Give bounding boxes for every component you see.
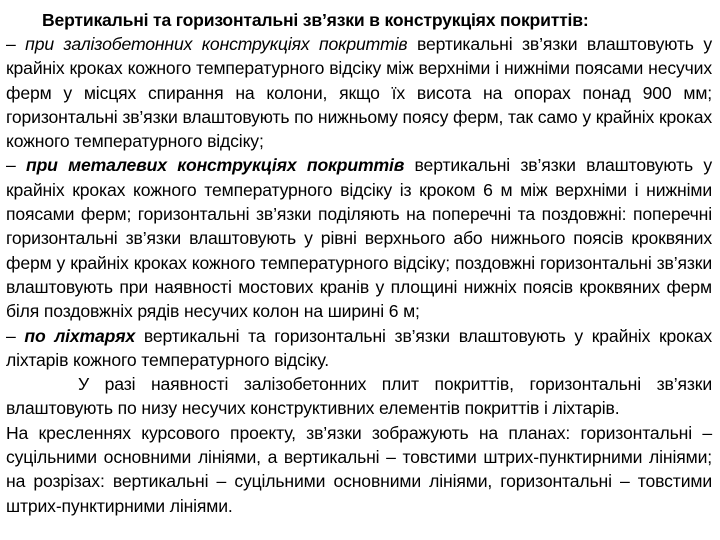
list-item-metal xyxy=(6,153,712,323)
dash: – xyxy=(6,155,26,176)
item-lead: при металевих конструкціях покриттів xyxy=(25,155,405,176)
list-item-reinforced-concrete xyxy=(6,32,712,153)
item-text: вертикальні та горизонтальні зв’язки влаштовують у крайніх кроках ліхтарів кожного температурного відсіку. xyxy=(6,325,713,370)
item-text: вертикальні зв’язки влаштовують у крайніх кроках кожного температурного відсіку із кроком 6 м між верхніми і нижніми поясами ферм; горизонтальні зв’язки поділяють на поперечні та поздовжні: поперечні горизонтальні зв’язки влаштовують у рівні верхнього або нижнього поясів кроквяних ферм у крайніх кроках кожного температурного відсіку; поздовжні горизонтальні зв’язки влаштовують при наявності мостових кранів у площині нижніх поясів кроквяних ферм біля поздовжніх рядів несучих колон на ширині 6 м; xyxy=(6,155,712,322)
dash: – xyxy=(6,34,26,54)
paragraph-plates: У разі наявності залізобетонних плит покриттів, горизонтальні зв’язки влаштовують по низу несучих конструктивних елементів покриттів і ліхтарів. xyxy=(6,374,712,419)
list-item-skylights xyxy=(6,324,712,373)
paragraph-drawings: На кресленнях курсового проекту, зв’язки зображують на планах: горизонтальні – суцільними основними лініями, а вертикальні – товстими штрих-пунктирними лініями; на розрізах: вертикальні – суцільними основними лініями, горизонтальні – товстими штрих-пунктирними лініями. xyxy=(6,422,712,516)
dash: – xyxy=(6,325,25,346)
item-text: вертикальні зв’язки влаштовують у крайніх кроках кожного температурного відсіку між верхніми і нижніми поясами несучих ферм у місцях спирання на колони, якщо їх висота на опорах понад 900 мм; горизонтальні зв’язки влаштовують по нижньому поясу ферм, так само у крайніх кроках кожного температурного відсіку; xyxy=(6,34,712,152)
item-lead: при залізобетонних конструкціях покриттів xyxy=(25,34,408,54)
item-lead: по ліхтарях xyxy=(24,325,136,346)
document-title: Вертикальні та горизонтальні зв’язки в конструкціях покриттів: xyxy=(42,10,589,30)
